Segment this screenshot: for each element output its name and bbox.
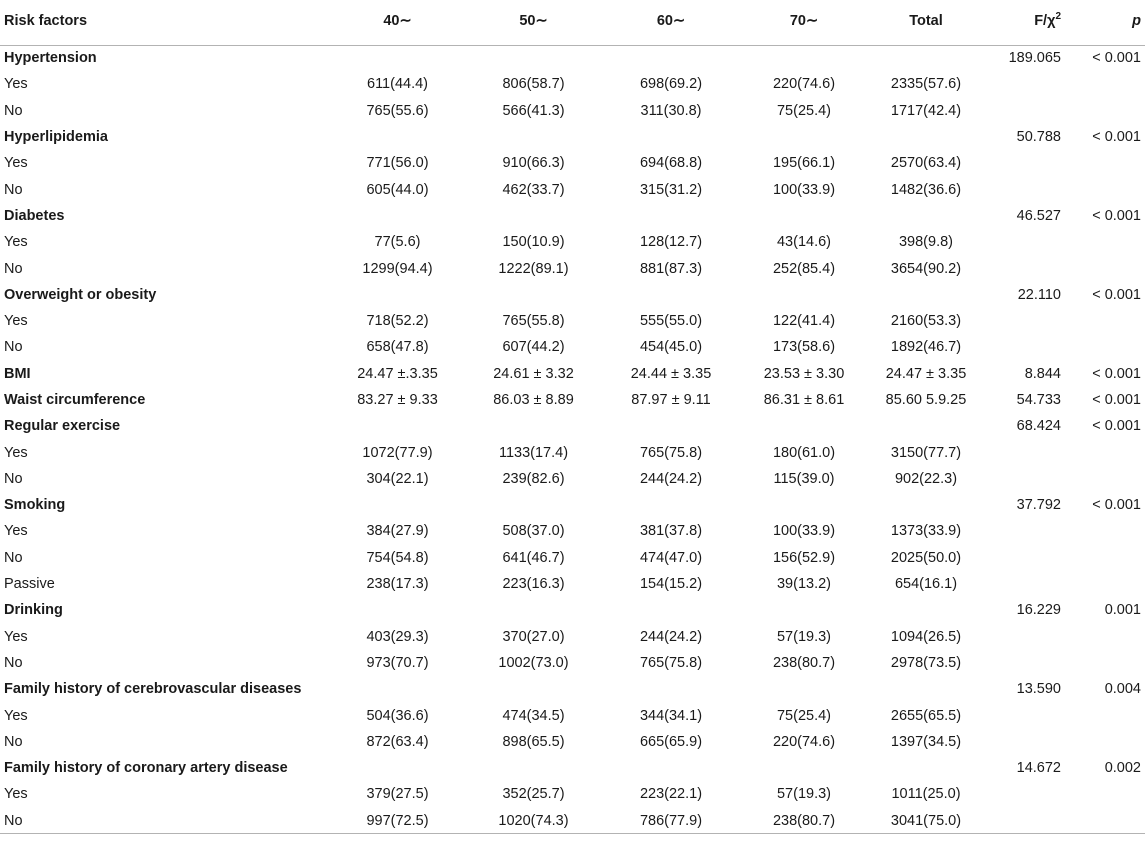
cell-total: 3150(77.7) [890, 444, 962, 461]
row-label: Yes [4, 444, 28, 461]
cell-age-70: 180(61.0) [772, 444, 836, 461]
cell-p-value: 0.004 [1104, 681, 1141, 698]
cell-age-60: 786(77.9) [602, 808, 740, 834]
cell-age-60: 698(69.2) [639, 76, 703, 93]
cell-age-50 [465, 124, 602, 150]
cell-age-40: 384(27.9) [366, 523, 429, 540]
cell-p-value [1070, 518, 1145, 544]
cell-total: 2655(65.5) [890, 707, 962, 724]
header-statistic [984, 0, 1070, 45]
cell-total: 3041(75.0) [868, 808, 984, 834]
cell-statistic: 8.844 [1024, 365, 1061, 382]
cell-statistic: 189.065 [1008, 50, 1061, 67]
row-label: Yes [4, 76, 28, 93]
cell-age-60: 694(68.8) [639, 155, 703, 172]
cell-age-70: 122(41.4) [772, 313, 836, 330]
cell-statistic [984, 781, 1070, 807]
cell-age-70: 86.31 ± 8.61 [763, 392, 845, 408]
row-label: Yes [4, 628, 28, 645]
cell-age-60 [602, 676, 740, 702]
cell-age-40: 718(52.2) [366, 313, 429, 330]
row-label: Yes [4, 523, 28, 540]
cell-p-value [1070, 781, 1145, 807]
cell-statistic: 37.792 [1016, 497, 1061, 514]
cell-p-value [1070, 466, 1145, 492]
cell-statistic: 14.672 [1016, 760, 1061, 777]
cell-statistic: 50.788 [1016, 129, 1061, 146]
table-header [0, 0, 1145, 45]
table-row [0, 98, 1145, 124]
cell-total [868, 413, 984, 439]
cell-p-value [1070, 255, 1145, 281]
cell-age-40: 973(70.7) [366, 654, 429, 671]
cell-age-40 [330, 755, 465, 781]
table-row-group [0, 492, 1145, 518]
cell-age-60: 223(22.1) [639, 786, 703, 803]
header-age-60: 60∼ [602, 0, 740, 45]
cell-p-value: 0.001 [1104, 602, 1141, 619]
cell-total [868, 282, 984, 308]
cell-total: 2160(53.3) [890, 313, 962, 330]
cell-age-70: 100(33.9) [772, 523, 836, 540]
cell-total [868, 124, 984, 150]
table-row-group [0, 413, 1145, 439]
cell-age-40 [330, 492, 465, 518]
cell-age-50 [465, 597, 602, 623]
row-label: Yes [4, 234, 28, 251]
cell-age-70 [740, 597, 868, 623]
cell-statistic [984, 308, 1070, 334]
cell-p-value: < 0.001 [1092, 418, 1141, 435]
cell-age-60: 474(47.0) [639, 549, 703, 566]
cell-age-70: 238(80.7) [772, 654, 836, 671]
cell-p-value: < 0.001 [1092, 365, 1141, 382]
cell-statistic [984, 571, 1070, 597]
table-row [0, 255, 1145, 281]
cell-age-60: 244(24.2) [639, 470, 703, 487]
cell-age-40: 83.27 ± 9.33 [357, 392, 438, 408]
cell-age-50: 370(27.0) [502, 628, 565, 645]
cell-age-70: 220(74.6) [772, 733, 836, 750]
cell-statistic [984, 255, 1070, 281]
cell-age-40: 754(54.8) [366, 549, 429, 566]
cell-total: 902(22.3) [894, 470, 958, 487]
cell-age-60: 881(87.3) [639, 260, 703, 277]
cell-p-value: < 0.001 [1092, 497, 1141, 514]
cell-total: 1373(33.9) [890, 523, 962, 540]
cell-statistic [984, 545, 1070, 571]
cell-age-40 [330, 676, 465, 702]
table-row [0, 545, 1145, 571]
cell-age-40: 765(55.6) [366, 102, 429, 119]
cell-statistic [984, 650, 1070, 676]
row-label: Yes [4, 786, 28, 803]
cell-age-50: 24.61 ± 3.32 [493, 365, 574, 382]
cell-p-value [1070, 308, 1145, 334]
cell-total [868, 492, 984, 518]
cell-age-60: 315(31.2) [639, 181, 703, 198]
cell-total: 2978(73.5) [890, 654, 962, 671]
header-age-70: 70∼ [740, 0, 868, 45]
row-label: Smoking [4, 497, 66, 514]
table-row [0, 808, 1145, 834]
cell-age-60: 344(34.1) [639, 707, 703, 724]
cell-age-50: 223(16.3) [502, 576, 565, 593]
row-label: No [4, 654, 23, 671]
row-label: No [4, 260, 23, 277]
cell-p-value [1070, 98, 1145, 124]
table-row-group [0, 124, 1145, 150]
cell-total: 1482(36.6) [890, 181, 962, 198]
row-label: Drinking [4, 602, 63, 619]
cell-age-50: 508(37.0) [502, 523, 565, 540]
table-row-group [0, 755, 1145, 781]
cell-statistic [984, 439, 1070, 465]
cell-total [868, 755, 984, 781]
header-statistic-base: F/χ [1034, 13, 1056, 30]
cell-age-60: 154(15.2) [639, 576, 703, 593]
cell-statistic [984, 702, 1070, 728]
cell-age-50: 1020(74.3) [465, 808, 602, 834]
cell-age-60 [602, 203, 740, 229]
row-label: Waist circumference [4, 392, 146, 408]
cell-age-40: 238(17.3) [366, 576, 429, 593]
cell-age-40: 611(44.4) [367, 76, 428, 93]
row-label: No [4, 339, 23, 356]
cell-age-40: 24.47 ±.3.35 [357, 365, 438, 382]
cell-age-70 [740, 413, 868, 439]
cell-statistic [984, 71, 1070, 97]
cell-age-40: 1072(77.9) [362, 444, 433, 461]
row-label: Hypertension [4, 50, 97, 67]
table-row [0, 624, 1145, 650]
table-row-group [0, 203, 1145, 229]
cell-age-50: 1133(17.4) [498, 444, 569, 461]
cell-total: 2335(57.6) [890, 76, 962, 93]
cell-total: 85.60 5.9.25 [885, 392, 967, 408]
cell-age-50: 462(33.7) [502, 181, 565, 198]
cell-age-60 [602, 124, 740, 150]
cell-age-60 [602, 45, 740, 71]
cell-statistic [984, 98, 1070, 124]
cell-age-50 [465, 45, 602, 71]
cell-age-50: 641(46.7) [502, 549, 565, 566]
cell-total: 1011(25.0) [891, 786, 961, 803]
cell-age-40 [330, 597, 465, 623]
cell-age-50: 239(82.6) [502, 470, 565, 487]
row-label: No [4, 181, 23, 198]
row-label: Yes [4, 707, 28, 724]
cell-p-value [1070, 729, 1145, 755]
table-row [0, 571, 1145, 597]
cell-age-40 [330, 282, 465, 308]
cell-age-70: 156(52.9) [772, 549, 836, 566]
cell-p-value [1070, 150, 1145, 176]
cell-statistic [984, 334, 1070, 360]
cell-age-70 [740, 492, 868, 518]
table-row-group [0, 361, 1145, 387]
cell-age-50: 1002(73.0) [498, 654, 569, 671]
cell-statistic [984, 466, 1070, 492]
cell-age-60 [602, 755, 740, 781]
cell-p-value [1070, 571, 1145, 597]
cell-total [868, 597, 984, 623]
cell-age-60: 24.44 ± 3.35 [630, 365, 712, 382]
cell-age-40: 304(22.1) [366, 470, 429, 487]
cell-age-50: 898(65.5) [502, 733, 565, 750]
table-row [0, 150, 1145, 176]
header-statistic-superscript: 2 [1055, 11, 1061, 23]
table-row [0, 729, 1145, 755]
cell-total: 3654(90.2) [890, 260, 962, 277]
row-label: Family history of cerebrovascular diseases [4, 681, 302, 698]
row-label: No [4, 733, 23, 750]
cell-statistic [984, 150, 1070, 176]
cell-p-value [1070, 545, 1145, 571]
cell-age-60: 765(75.8) [639, 444, 703, 461]
cell-statistic: 54.733 [1016, 392, 1061, 408]
header-row [0, 0, 1145, 45]
cell-age-70: 195(66.1) [772, 155, 836, 172]
cell-age-40: 504(36.6) [366, 707, 429, 724]
cell-age-40 [330, 413, 465, 439]
table-row [0, 71, 1145, 97]
cell-p-value [1070, 334, 1145, 360]
cell-total: 398(9.8) [898, 234, 953, 251]
cell-p-value: 0.002 [1104, 760, 1141, 777]
cell-age-60 [602, 413, 740, 439]
cell-age-50 [465, 282, 602, 308]
row-label: No [4, 470, 23, 487]
row-label: Overweight or obesity [4, 286, 157, 303]
cell-age-70: 57(19.3) [776, 628, 831, 645]
table-row [0, 308, 1145, 334]
cell-total: 1397(34.5) [890, 733, 962, 750]
table-row [0, 334, 1145, 360]
cell-age-60 [602, 597, 740, 623]
cell-statistic: 68.424 [1016, 418, 1061, 435]
header-age-50: 50∼ [465, 0, 602, 45]
row-label: Family history of coronary artery disease [4, 760, 288, 777]
row-label: No [0, 808, 330, 834]
cell-age-40: 1299(94.4) [362, 260, 433, 277]
cell-age-60: 128(12.7) [639, 234, 703, 251]
cell-age-50 [465, 203, 602, 229]
cell-age-50: 150(10.9) [502, 234, 565, 251]
cell-age-70: 57(19.3) [776, 786, 831, 803]
cell-age-70 [740, 45, 868, 71]
cell-age-70: 173(58.6) [772, 339, 836, 356]
cell-statistic: 16.229 [1016, 602, 1061, 619]
cell-age-60: 381(37.8) [639, 523, 703, 540]
cell-age-60: 765(75.8) [639, 654, 703, 671]
cell-p-value: < 0.001 [1092, 286, 1141, 303]
header-risk-factors: Risk factors [0, 0, 330, 45]
cell-age-70: 75(25.4) [776, 707, 831, 724]
cell-p-value [1070, 624, 1145, 650]
cell-total: 2570(63.4) [890, 155, 962, 172]
cell-total: 1094(26.5) [890, 628, 962, 645]
row-label: Hyperlipidemia [4, 129, 108, 146]
cell-p-value [1070, 439, 1145, 465]
cell-age-50 [465, 492, 602, 518]
row-label: Yes [4, 313, 28, 330]
cell-age-70 [740, 282, 868, 308]
cell-age-40: 658(47.8) [366, 339, 429, 356]
cell-age-50: 566(41.3) [502, 102, 565, 119]
cell-statistic: 22.110 [1017, 286, 1061, 303]
row-label: Regular exercise [4, 418, 121, 435]
table-body [0, 45, 1145, 834]
cell-age-70: 252(85.4) [772, 260, 836, 277]
cell-age-70 [740, 755, 868, 781]
row-label: Passive [4, 576, 55, 593]
cell-p-value: < 0.001 [1092, 392, 1141, 408]
cell-statistic: 13.590 [1016, 681, 1061, 698]
table-row [0, 518, 1145, 544]
cell-age-60 [602, 492, 740, 518]
cell-age-50: 607(44.2) [502, 339, 565, 356]
table-row [0, 781, 1145, 807]
table-row [0, 702, 1145, 728]
cell-age-70: 75(25.4) [776, 102, 831, 119]
row-label: No [4, 549, 23, 566]
cell-age-60: 555(55.0) [639, 313, 703, 330]
cell-total [868, 676, 984, 702]
header-total: Total [868, 0, 984, 45]
cell-statistic [984, 808, 1070, 834]
cell-age-70: 23.53 ± 3.30 [763, 365, 845, 382]
cell-age-70 [740, 124, 868, 150]
cell-age-40: 403(29.3) [366, 628, 429, 645]
cell-age-70 [740, 203, 868, 229]
cell-age-50: 1222(89.1) [498, 260, 569, 277]
cell-age-50: 86.03 ± 8.89 [493, 392, 574, 408]
table-row [0, 229, 1145, 255]
cell-age-70: 220(74.6) [772, 76, 836, 93]
table-row [0, 439, 1145, 465]
cell-p-value [1070, 702, 1145, 728]
cell-age-60: 454(45.0) [639, 339, 703, 356]
cell-age-50 [465, 755, 602, 781]
cell-age-50: 910(66.3) [502, 155, 565, 172]
row-label: Yes [4, 155, 28, 172]
cell-age-50: 474(34.5) [502, 707, 565, 724]
cell-age-50: 352(25.7) [502, 786, 565, 803]
cell-age-70: 100(33.9) [772, 181, 836, 198]
row-label: Diabetes [4, 207, 65, 224]
table-row-group [0, 282, 1145, 308]
cell-total [868, 45, 984, 71]
cell-age-40 [330, 203, 465, 229]
cell-age-60 [602, 282, 740, 308]
cell-age-70: 39(13.2) [776, 576, 831, 593]
cell-total: 1717(42.4) [890, 102, 962, 119]
cell-total: 654(16.1) [894, 576, 958, 593]
cell-p-value [1070, 229, 1145, 255]
cell-age-40 [330, 124, 465, 150]
cell-age-70: 115(39.0) [773, 470, 835, 487]
cell-age-60: 665(65.9) [639, 733, 703, 750]
cell-total: 2025(50.0) [890, 549, 962, 566]
cell-age-40: 379(27.5) [366, 786, 429, 803]
table-row [0, 466, 1145, 492]
cell-age-40: 872(63.4) [366, 733, 429, 750]
cell-p-value [1070, 71, 1145, 97]
cell-age-50 [465, 413, 602, 439]
cell-age-60: 87.97 ± 9.11 [631, 392, 711, 408]
table-row [0, 650, 1145, 676]
table-row-group [0, 387, 1145, 413]
cell-age-60: 311(30.8) [640, 102, 702, 119]
cell-age-40: 77(5.6) [374, 234, 421, 251]
cell-statistic [984, 624, 1070, 650]
cell-statistic: 46.527 [1016, 207, 1061, 224]
cell-statistic [984, 518, 1070, 544]
row-label: BMI [4, 365, 31, 382]
cell-total [868, 203, 984, 229]
row-label: No [4, 102, 23, 119]
cell-p-value [1070, 808, 1145, 834]
cell-age-40: 771(56.0) [366, 155, 429, 172]
cell-total: 1892(46.7) [890, 339, 962, 356]
cell-age-50 [465, 676, 602, 702]
cell-age-40: 997(72.5) [330, 808, 465, 834]
cell-age-60: 244(24.2) [639, 628, 703, 645]
table-row [0, 176, 1145, 202]
table-row-group [0, 676, 1145, 702]
cell-statistic [984, 729, 1070, 755]
cell-p-value: < 0.001 [1092, 129, 1141, 146]
cell-age-50: 765(55.8) [502, 313, 565, 330]
cell-age-40 [330, 45, 465, 71]
cell-age-40: 605(44.0) [366, 181, 429, 198]
cell-p-value: < 0.001 [1092, 207, 1141, 224]
cell-statistic [984, 229, 1070, 255]
cell-age-70: 238(80.7) [740, 808, 868, 834]
header-p-value: p [1070, 0, 1145, 45]
cell-age-50: 806(58.7) [502, 76, 565, 93]
cell-p-value: < 0.001 [1092, 50, 1141, 67]
cell-age-70: 43(14.6) [776, 234, 831, 251]
cell-statistic [984, 176, 1070, 202]
header-age-40: 40∼ [330, 0, 465, 45]
cell-age-70 [740, 676, 868, 702]
table-row-group [0, 597, 1145, 623]
cell-total: 24.47 ± 3.35 [885, 365, 967, 382]
cell-p-value [1070, 176, 1145, 202]
table-row-group [0, 45, 1145, 71]
cell-p-value [1070, 650, 1145, 676]
